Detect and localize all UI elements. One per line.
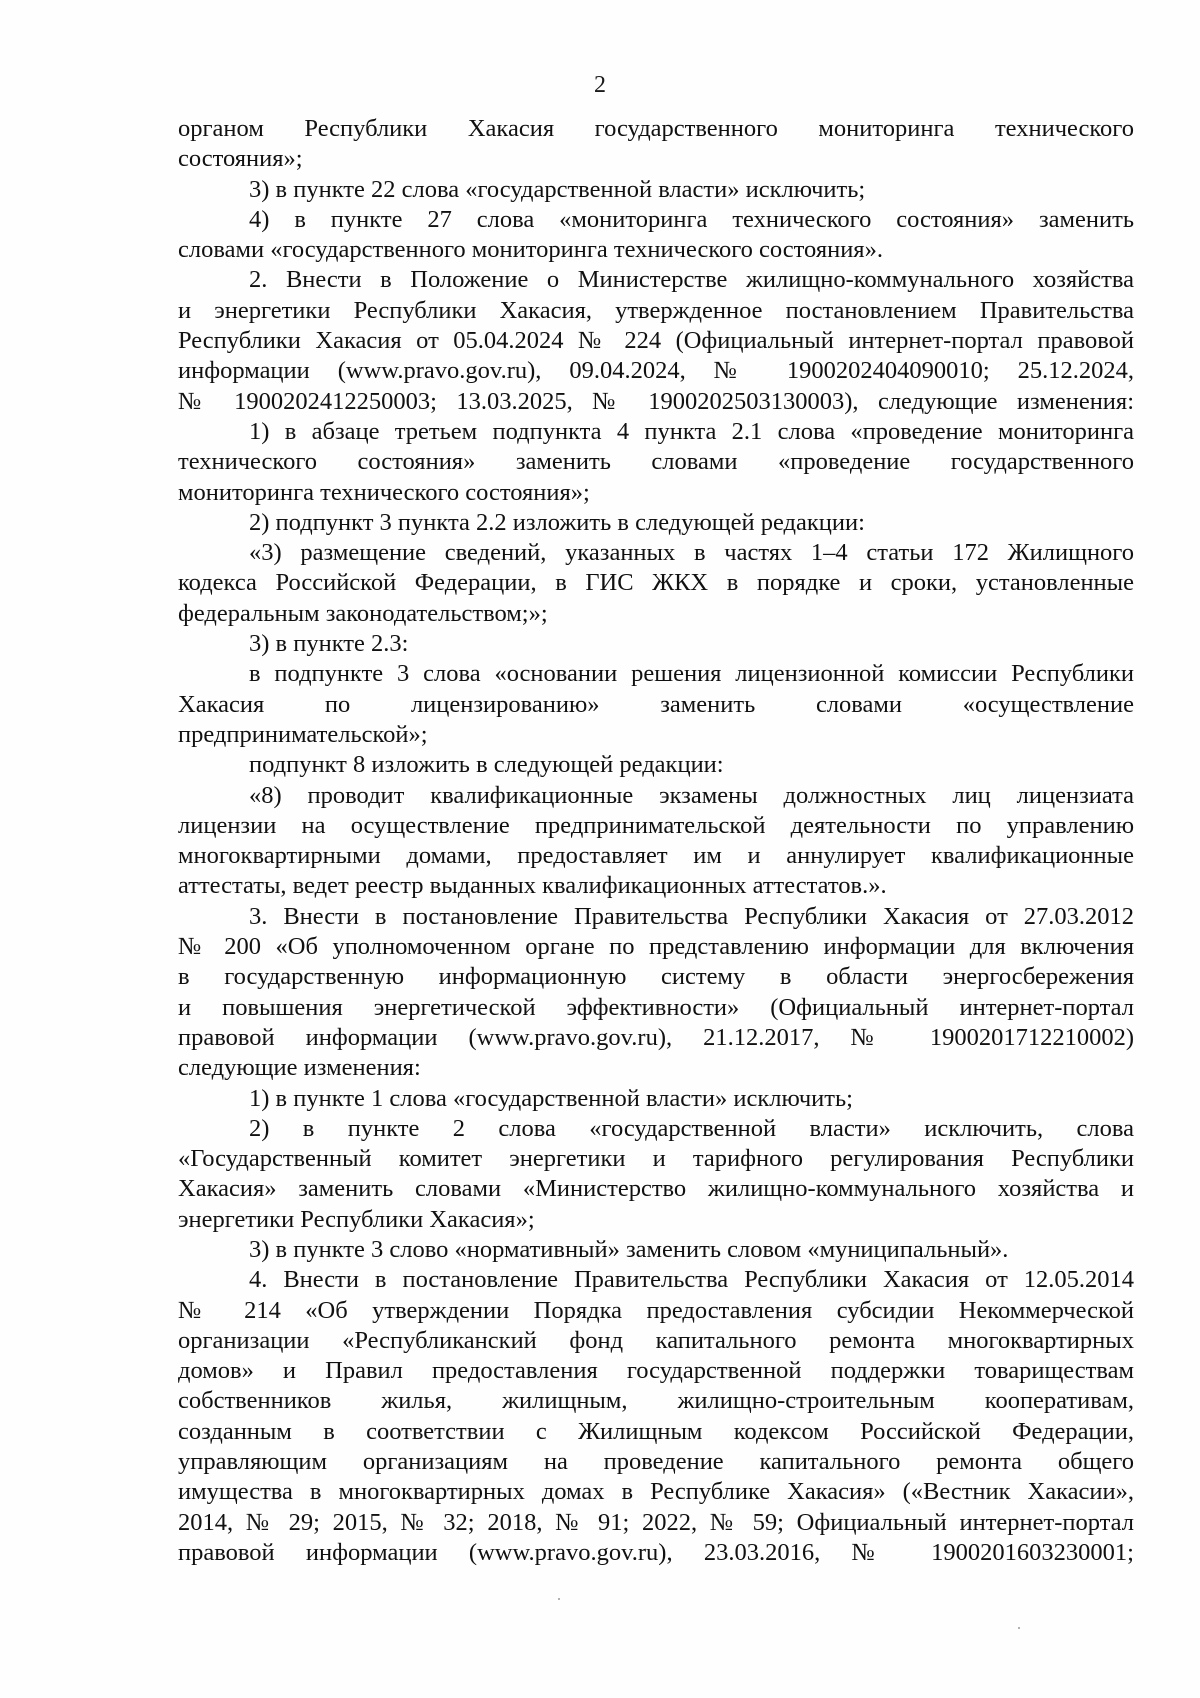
text-line: 3) в пункте 3 слово «нормативный» заменить словом «муниципальный». bbox=[249, 1235, 1009, 1263]
text-line: собственников жилья, жилищным, жилищно-строительным кооперативам, bbox=[178, 1387, 1134, 1415]
text-line: управляющим организациям на проведение капитального ремонта общего bbox=[178, 1448, 1134, 1476]
text-line: лицензии на осуществление предпринимательской деятельности по управлению bbox=[178, 811, 1134, 839]
text-line: энергетики Республики Хакасия»; bbox=[178, 1205, 535, 1233]
text-line: 4) в пункте 27 слова «мониторинга технического состояния» заменить bbox=[249, 205, 1134, 233]
page-number: 2 bbox=[594, 72, 606, 98]
text-line: технического состояния» заменить словами «проведение государственного bbox=[178, 448, 1134, 476]
text-line: 3) в пункте 22 слова «государственной власти» исключить; bbox=[249, 175, 866, 203]
text-line: информации (www.pravo.gov.ru), 09.04.2024, № 1900202404090010; 25.12.2024, bbox=[178, 357, 1134, 385]
scan-speck bbox=[558, 1598, 560, 1600]
text-line: и энергетики Республики Хакасия, утвержденное постановлением Правительства bbox=[178, 296, 1134, 324]
text-line: подпункт 8 изложить в следующей редакции: bbox=[249, 751, 724, 779]
text-line: предпринимательской»; bbox=[178, 720, 428, 748]
text-line: № 1900202412250003; 13.03.2025, № 1900202503130003), следующие изменения: bbox=[178, 387, 1134, 415]
document-body bbox=[178, 114, 1134, 1568]
text-line: следующие изменения: bbox=[178, 1054, 421, 1082]
scan-speck bbox=[1018, 1627, 1020, 1629]
text-line: 3) в пункте 2.3: bbox=[249, 630, 409, 658]
text-line: органом Республики Хакасия государственного мониторинга технического bbox=[178, 115, 1134, 142]
text-line: и повышения энергетической эффективности» (Официальный интернет-портал bbox=[178, 993, 1134, 1021]
text-line: словами «государственного мониторинга технического состояния». bbox=[178, 236, 883, 264]
text-line: в подпункте 3 слова «основании решения лицензионной комиссии Республики bbox=[249, 660, 1134, 688]
text-line: 3. Внести в постановление Правительства Республики Хакасия от 27.03.2012 bbox=[249, 902, 1134, 930]
text-line: кодекса Российской Федерации, в ГИС ЖКХ в порядке и сроки, установленные bbox=[178, 569, 1134, 597]
text-line: имущества в многоквартирных домах в Республике Хакасия» («Вестник Хакасии», bbox=[178, 1478, 1134, 1506]
text-line: 4. Внести в постановление Правительства Республики Хакасия от 12.05.2014 bbox=[249, 1266, 1134, 1294]
text-line: 2. Внести в Положение о Министерстве жилищно-коммунального хозяйства bbox=[249, 266, 1134, 294]
text-line: в государственную информационную систему в области энергосбережения bbox=[178, 963, 1134, 991]
text-line: аттестаты, ведет реестр выданных квалификационных аттестатов.». bbox=[178, 872, 887, 900]
text-line: правовой информации (www.pravo.gov.ru), 23.03.2016, № 1900201603230001; bbox=[178, 1538, 1134, 1566]
text-line: 1) в абзаце третьем подпункта 4 пункта 2.1 слова «проведение мониторинга bbox=[249, 417, 1134, 445]
text-line: 2) в пункте 2 слова «государственной власти» исключить, слова bbox=[249, 1114, 1134, 1142]
text-line: федеральным законодательством;»; bbox=[178, 599, 548, 627]
text-line: № 214 «Об утверждении Порядка предоставления субсидии Некоммерческой bbox=[178, 1296, 1134, 1324]
text-line: 2) подпункт 3 пункта 2.2 изложить в следующей редакции: bbox=[249, 508, 865, 536]
text-line: многоквартирными домами, предоставляет им и аннулирует квалификационные bbox=[178, 842, 1134, 870]
text-line: мониторинга технического состояния»; bbox=[178, 478, 590, 506]
text-line: домов» и Правил предоставления государственной поддержки товариществам bbox=[178, 1357, 1134, 1385]
text-line: «3) размещение сведений, указанных в частях 1–4 статьи 172 Жилищного bbox=[249, 539, 1134, 567]
text-line: 2014, № 29; 2015, № 32; 2018, № 91; 2022, № 59; Официальный интернет-портал bbox=[178, 1508, 1134, 1536]
text-line: «8) проводит квалификационные экзамены должностных лиц лицензиата bbox=[249, 781, 1134, 809]
text-line: Хакасия» заменить словами «Министерство жилищно-коммунального хозяйства и bbox=[178, 1175, 1134, 1203]
text-line: организации «Республиканский фонд капитального ремонта многоквартирных bbox=[178, 1326, 1134, 1354]
text-line: № 200 «Об уполномоченном органе по представлению информации для включения bbox=[178, 933, 1134, 961]
text-line: Республики Хакасия от 05.04.2024 № 224 (Официальный интернет-портал правовой bbox=[178, 327, 1134, 355]
text-line: правовой информации (www.pravo.gov.ru), 21.12.2017, № 1900201712210002) bbox=[178, 1023, 1134, 1051]
text-line: Хакасия по лицензированию» заменить словами «осуществление bbox=[178, 690, 1134, 718]
text-line: «Государственный комитет энергетики и тарифного регулирования Республики bbox=[178, 1145, 1134, 1173]
text-line: 1) в пункте 1 слова «государственной власти» исключить; bbox=[249, 1084, 853, 1112]
text-line: созданным в соответствии с Жилищным кодексом Российской Федерации, bbox=[178, 1417, 1134, 1445]
text-line: состояния»; bbox=[178, 145, 303, 173]
